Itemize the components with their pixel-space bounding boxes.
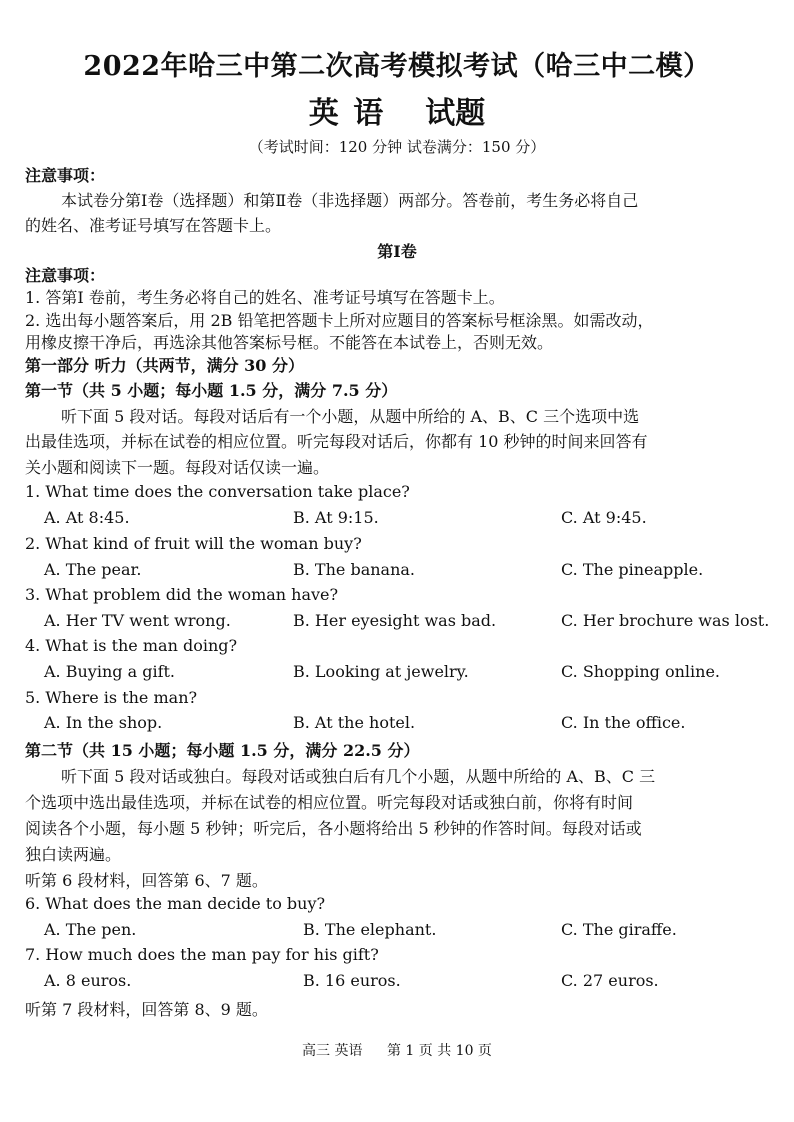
notice-text-line: 的姓名、准考证号填写在答题卡上。 <box>25 216 282 235</box>
notice-item: 用橡皮擦干净后，再选涂其他答案标号框。不能答在本试卷上，否则无效。 <box>25 333 554 352</box>
notice-heading: 注意事项： <box>25 166 106 185</box>
section-instructions: 出最佳选项，并标在试卷的相应位置。听完每段对话后，你都有 10 秒钟的时间来回答有 <box>25 432 648 451</box>
option-b: B. At 9:15. <box>293 508 379 527</box>
option-c: C. In the office. <box>561 713 686 732</box>
subject-title <box>0 88 794 132</box>
option-b: B. The banana. <box>293 560 416 579</box>
option-a: A. Her TV went wrong. <box>44 611 231 630</box>
subject-suffix: 试题 <box>425 96 486 131</box>
part-heading: 第一部分 听力（共两节，满分 30 分） <box>25 356 304 375</box>
option-a: A. At 8:45. <box>44 508 130 527</box>
volume-title: 第Ⅰ卷 <box>377 242 417 261</box>
notice-item: 1. 答第Ⅰ 卷前，考生务必将自己的姓名、准考证号填写在答题卡上。 <box>25 288 505 307</box>
section-heading: 第二节（共 15 小题；每小题 1.5 分，满分 22.5 分） <box>25 741 420 760</box>
notice-item: 2. 选出每小题答案后，用 2B 铅笔把答题卡上所对应题目的答案标号框涂黑。如需改动， <box>25 311 654 330</box>
option-a: A. The pen. <box>44 920 137 939</box>
option-c: C. Shopping online. <box>561 662 721 681</box>
option-c: C. The pineapple. <box>561 560 704 579</box>
option-b: B. The elephant. <box>303 920 437 939</box>
option-b: B. At the hotel. <box>293 713 416 732</box>
notice-text-line: 本试卷分第Ⅰ卷（选择题）和第Ⅱ卷（非选择题）两部分。答卷前，考生务必将自己 <box>61 191 639 210</box>
question-stem: 5. Where is the man? <box>25 688 198 707</box>
option-b: B. 16 euros. <box>303 971 401 990</box>
option-a: A. Buying a gift. <box>44 662 175 681</box>
question-stem: 7. How much does the man pay for his gift? <box>25 945 379 964</box>
option-c: C. At 9:45. <box>561 508 647 527</box>
section-instructions: 个选项中选出最佳选项，并标在试卷的相应位置。听完每段对话或独白前，你将有时间 <box>25 793 634 812</box>
page-number: 第 1 页 共 10 页 <box>386 1043 492 1059</box>
question-stem: 6. What does the man decide to buy? <box>25 894 326 913</box>
material-note: 听第 6 段材料，回答第 6、7 题。 <box>25 871 268 890</box>
exam-time-info: （考试时间：120 分钟 试卷满分：150 分） <box>248 138 546 156</box>
option-b: B. Looking at jewelry. <box>293 662 469 681</box>
material-note: 听第 7 段材料，回答第 8、9 题。 <box>25 1000 268 1019</box>
page-footer <box>0 1040 794 1060</box>
section-instructions: 关小题和阅读下一题。每段对话仅读一遍。 <box>25 458 330 477</box>
option-a: A. In the shop. <box>44 713 163 732</box>
question-stem: 3. What problem did the woman have? <box>25 585 339 604</box>
option-c: C. Her brochure was lost. <box>561 611 770 630</box>
section-instructions: 听下面 5 段对话。每段对话后有一个小题，从题中所给的 A、B、C 三个选项中选 <box>61 407 640 426</box>
question-stem: 1. What time does the conversation take place? <box>25 482 410 501</box>
notice-heading: 注意事项： <box>25 266 106 285</box>
section-instructions: 独白读两遍。 <box>25 845 122 864</box>
question-stem: 2. What kind of fruit will the woman buy? <box>25 534 362 553</box>
question-stem: 4. What is the man doing? <box>25 636 238 655</box>
exam-title: 2022年哈三中第二次高考模拟考试（哈三中二模） <box>83 51 711 82</box>
option-a: A. The pear. <box>44 560 142 579</box>
option-c: C. 27 euros. <box>561 971 659 990</box>
footer-subject: 高三 英语 <box>302 1043 363 1059</box>
option-b: B. Her eyesight was bad. <box>293 611 497 630</box>
section-instructions: 阅读各个小题，每小题 5 秒钟；听完后，各小题将给出 5 秒钟的作答时间。每段对话或 <box>25 819 642 838</box>
section-instructions: 听下面 5 段对话或独白。每段对话或独白后有几个小题，从题中所给的 A、B、C 三 <box>61 767 656 786</box>
option-c: C. The giraffe. <box>561 920 677 939</box>
section-heading: 第一节（共 5 小题；每小题 1.5 分，满分 7.5 分） <box>25 381 398 400</box>
subject-name: 英 语 <box>308 96 386 131</box>
option-a: A. 8 euros. <box>44 971 132 990</box>
